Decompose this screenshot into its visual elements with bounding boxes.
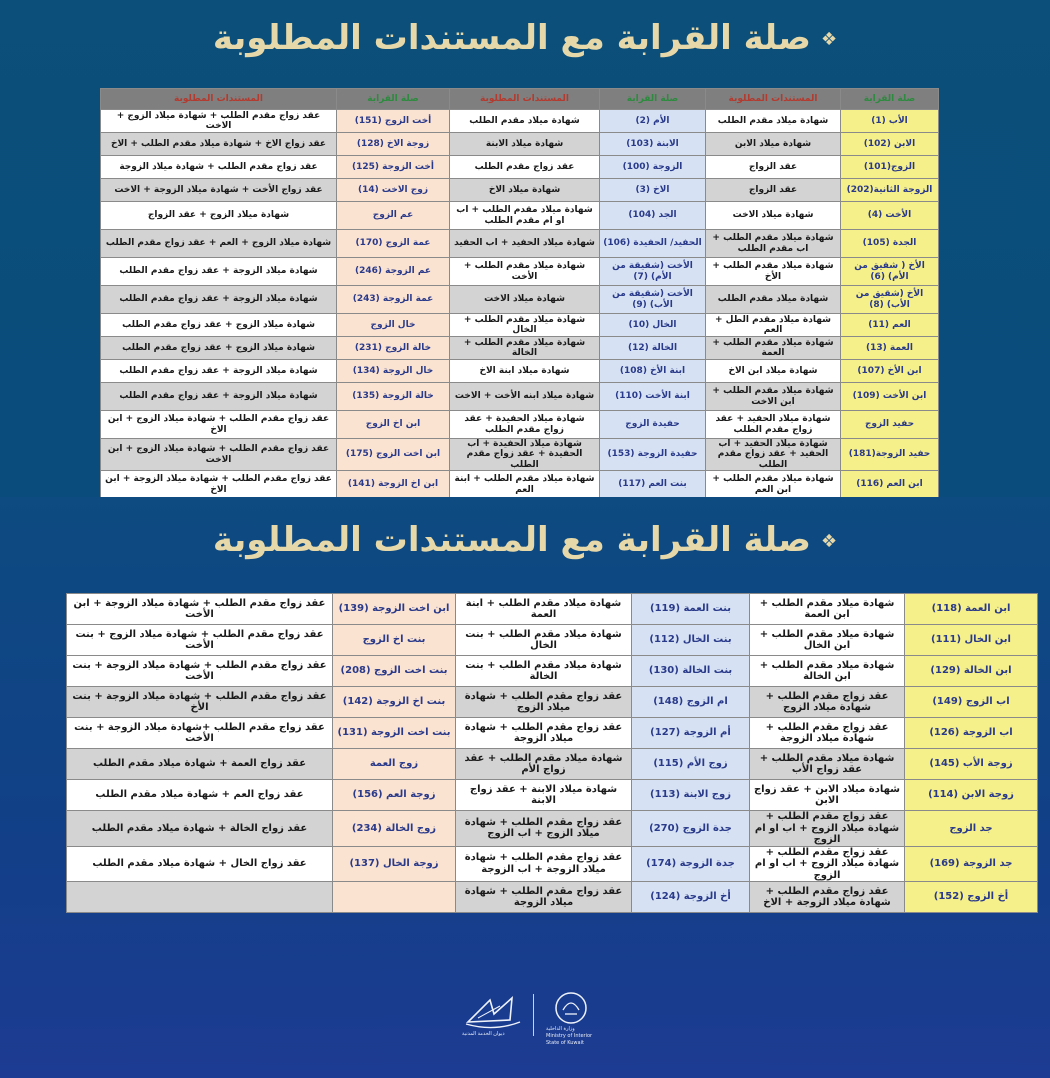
- relation-cell: العم (11): [841, 314, 939, 337]
- documents-cell: [67, 882, 333, 913]
- documents-cell: شهادة ميلاد الاخت: [450, 286, 600, 314]
- documents-cell: شهادة ميلاد مقدم الطلب + بنت الخالة: [456, 656, 632, 687]
- documents-cell: شهادة ميلاد الابن + عقد زواج الابن: [750, 780, 905, 811]
- relationship-table-bottom: [66, 593, 1038, 913]
- documents-cell: شهادة ميلاد مقدم الطلب + ابن الاخت: [706, 383, 841, 411]
- header-documents: المستندات المطلوبة: [450, 89, 600, 110]
- documents-cell: عقد زواج العمة + شهادة ميلاد مقدم الطلب: [67, 749, 333, 780]
- table-row: [67, 749, 1038, 780]
- civil-service-logo-icon: [460, 992, 530, 1036]
- table-row: [101, 230, 939, 258]
- relation-cell: الابنة (103): [600, 133, 706, 156]
- table-row: [67, 625, 1038, 656]
- header-documents: المستندات المطلوبة: [706, 89, 841, 110]
- documents-cell: شهادة ميلاد الزوج + عقد زواج مقدم الطلب: [101, 337, 337, 360]
- relation-cell: الجد (104): [600, 202, 706, 230]
- relation-cell: الأب (1): [841, 110, 939, 133]
- relation-cell: زوج الخالة (234): [333, 811, 456, 847]
- documents-cell: شهادة ميلاد ابنة الاخ: [450, 360, 600, 383]
- documents-cell: عقد زواج مقدم الطلب + شهادة ميلاد الزوجة + الاخ: [750, 882, 905, 913]
- relation-cell: خال الزوجة (134): [337, 360, 450, 383]
- relation-cell: اب الزوجة (126): [905, 718, 1038, 749]
- documents-cell: عقد زواج مقدم الطلب + شهادة ميلاد الزوجة: [750, 718, 905, 749]
- relation-cell: بنت العم (117): [600, 471, 706, 499]
- documents-cell: شهادة ميلاد مقدم الطلب + عقد زواج الأب: [750, 749, 905, 780]
- documents-cell: عقد زواج مقدم الطلب + شهادة ميلاد الزوج + بنت الأخت: [67, 625, 333, 656]
- documents-cell: شهادة ميلاد مقدم الطل + العم: [706, 314, 841, 337]
- table-row: [67, 656, 1038, 687]
- table-row: [67, 846, 1038, 882]
- relation-cell: الأخت (شقيقة من الأب) (9): [600, 286, 706, 314]
- documents-cell: شهادة ميلاد مقدم الطلب + الأخ: [706, 258, 841, 286]
- documents-cell: عقد زواج مقدم الطلب + شهادة ميلاد الزوج + اب الزوج: [456, 811, 632, 847]
- relation-cell: عم الزوجة (246): [337, 258, 450, 286]
- relation-cell: ابن الخالة (129): [905, 656, 1038, 687]
- documents-cell: شهادة ميلاد الحفيد + اب الحفيد: [450, 230, 600, 258]
- header-relation: صلة القرابة: [337, 89, 450, 110]
- relation-cell: الخال (10): [600, 314, 706, 337]
- relation-cell: الزوج(101): [841, 156, 939, 179]
- relation-cell: ابن اخ الزوجة (141): [337, 471, 450, 499]
- relation-cell: الأخ ( شقيق من الأم) (6): [841, 258, 939, 286]
- table-row: [101, 314, 939, 337]
- documents-cell: عقد زواج مقدم الطلب + شهادة ميلاد الزوجة + بنت الأخ: [67, 687, 333, 718]
- relation-cell: بنت الخالة (130): [632, 656, 750, 687]
- table-row: [101, 471, 939, 499]
- documents-cell: عقد زواج مقدم الطلب + شهادة ميلاد الزوج: [750, 687, 905, 718]
- logo-divider: [533, 994, 534, 1036]
- table-row: [101, 179, 939, 202]
- relation-cell: ابن اخت الزوجة (139): [333, 594, 456, 625]
- relation-cell: بنت العمة (119): [632, 594, 750, 625]
- documents-cell: شهادة ميلاد الابنة: [450, 133, 600, 156]
- documents-cell: عقد زواج مقدم الطلب + شهادة ميلاد الزوج + ابن الاخت: [101, 439, 337, 471]
- relation-cell: أخت الزوجة (125): [337, 156, 450, 179]
- relation-cell: الأخت (4): [841, 202, 939, 230]
- table-row: [67, 718, 1038, 749]
- documents-cell: شهادة ميلاد الحفيد + عقد زواج مقدم الطلب: [706, 411, 841, 439]
- relation-cell: حفيدة الزوجة (153): [600, 439, 706, 471]
- documents-cell: شهادة ميلاد الابنة + عقد زواج الابنة: [456, 780, 632, 811]
- relation-cell: ابن اخ الزوج: [337, 411, 450, 439]
- documents-cell: عقد زواج الخال + شهادة ميلاد مقدم الطلب: [67, 846, 333, 882]
- page-title: [0, 520, 1050, 560]
- footer-logos: [460, 988, 600, 1048]
- relation-cell: ابن اخت الزوج (175): [337, 439, 450, 471]
- documents-cell: شهادة ميلاد الزوجة + عقد زواج مقدم الطلب: [101, 258, 337, 286]
- relation-cell: جدة الزوجة (174): [632, 846, 750, 882]
- ministry-name-ar: وزارة الداخلية: [546, 1026, 575, 1032]
- relation-cell: ابنة الأخت (110): [600, 383, 706, 411]
- relation-cell: زوجة الخال (137): [333, 846, 456, 882]
- documents-cell: شهادة ميلاد مقدم الطلب + ابن الخالة: [750, 656, 905, 687]
- documents-cell: شهادة ميلاد ابن الاخ: [706, 360, 841, 383]
- table-row: [101, 337, 939, 360]
- documents-cell: شهادة ميلاد الاخ: [450, 179, 600, 202]
- relation-cell: حفيد الزوج: [841, 411, 939, 439]
- ministry-state: State of Kuwait: [546, 1040, 584, 1046]
- table-row: [67, 882, 1038, 913]
- relation-cell: الأم (2): [600, 110, 706, 133]
- documents-cell: عقد زواج الخالة + شهادة ميلاد مقدم الطلب: [67, 811, 333, 847]
- relation-cell: الأخ (شقيق من الأب) (8): [841, 286, 939, 314]
- documents-cell: عقد زواج مقدم الطلب + شهادة ميلاد الزوجة: [456, 882, 632, 913]
- documents-cell: عقد الزواج: [706, 179, 841, 202]
- relation-cell: أخ الزوجة (124): [632, 882, 750, 913]
- table-row: [101, 439, 939, 471]
- documents-cell: شهادة ميلاد مقدم الطلب: [706, 286, 841, 314]
- documents-cell: عقد زواج مقدم الطلب + شهادة ميلاد الزوجة + بنت الأخت: [67, 656, 333, 687]
- relation-cell: زوج العمة: [333, 749, 456, 780]
- table-row: [67, 687, 1038, 718]
- relation-cell: حفيدة الزوج: [600, 411, 706, 439]
- relation-cell: أخت الزوج (151): [337, 110, 450, 133]
- header-relation: صلة القرابة: [841, 89, 939, 110]
- relation-cell: زوج الاخت (14): [337, 179, 450, 202]
- documents-cell: شهادة ميلاد الحفيد + اب الحفيد + عقد زواج مقدم الطلب: [706, 439, 841, 471]
- relation-cell: جد الزوج: [905, 811, 1038, 847]
- ornament-icon: ❖: [820, 531, 838, 552]
- relation-cell: عم الزوج: [337, 202, 450, 230]
- relation-cell: الابن (102): [841, 133, 939, 156]
- documents-cell: شهادة ميلاد الزوجة + عقد زواج مقدم الطلب: [101, 383, 337, 411]
- documents-cell: شهادة ميلاد الزوج + العم + عقد زواج مقدم الطلب: [101, 230, 337, 258]
- relation-cell: أخ الزوج (152): [905, 882, 1038, 913]
- documents-cell: شهادة ميلاد الزوجة + عقد زواج مقدم الطلب: [101, 360, 337, 383]
- ministry-name-en: Ministry of Interior: [546, 1033, 593, 1039]
- documents-cell: شهادة ميلاد مقدم الطلب: [450, 110, 600, 133]
- relation-cell: العمة (13): [841, 337, 939, 360]
- table-row: [101, 110, 939, 133]
- relation-cell: الاخ (3): [600, 179, 706, 202]
- table-row: [101, 258, 939, 286]
- table-row: [101, 286, 939, 314]
- relation-cell: زوجة الابن (114): [905, 780, 1038, 811]
- documents-cell: عقد زواج الاخ + شهادة ميلاد مقدم الطلب + الاخ: [101, 133, 337, 156]
- documents-cell: عقد زواج مقدم الطلب + شهادة ميلاد الزوج: [456, 687, 632, 718]
- relation-cell: بنت الخال (112): [632, 625, 750, 656]
- documents-cell: شهادة ميلاد مقدم الطلب + الخال: [450, 314, 600, 337]
- documents-cell: عقد زواج مقدم الطلب + شهادة ميلاد الزوجة + اب الزوجة: [456, 846, 632, 882]
- civil-service-logo-text: ديوان الخدمة المدنية: [462, 1031, 505, 1037]
- documents-cell: شهادة ميلاد مقدم الطلب + ابن العم: [706, 471, 841, 499]
- relation-cell: عمة الزوجة (243): [337, 286, 450, 314]
- relation-cell: زوج الابنة (113): [632, 780, 750, 811]
- documents-cell: عقد زواج مقدم الطلب + شهادة ميلاد الزوجة + ابن الاخ: [101, 471, 337, 499]
- documents-cell: عقد الزواج: [706, 156, 841, 179]
- documents-cell: شهادة ميلاد مقدم الطلب + ابن العمة: [750, 594, 905, 625]
- documents-cell: شهادة ميلاد مقدم الطلب + ابنة العمة: [456, 594, 632, 625]
- relation-cell: بنت اخ الزوج: [333, 625, 456, 656]
- documents-cell: عقد زواج مقدم الطلب + شهادة ميلاد الزوج + الاخت: [101, 110, 337, 133]
- relation-cell: ابن العم (116): [841, 471, 939, 499]
- documents-cell: شهادة ميلاد مقدم الطلب: [706, 110, 841, 133]
- relation-cell: الحفيد/ الحفيدة (106): [600, 230, 706, 258]
- documents-cell: عقد زواج مقدم الطلب + شهادة ميلاد الزوج + اب او ام الزوج: [750, 846, 905, 882]
- documents-cell: عقد زواج مقدم الطلب + شهادة ميلاد الزوجة: [101, 156, 337, 179]
- documents-cell: عقد زواج العم + شهادة ميلاد مقدم الطلب: [67, 780, 333, 811]
- relation-cell: ابن الأخت (109): [841, 383, 939, 411]
- table-row: [101, 133, 939, 156]
- table-row: [67, 811, 1038, 847]
- relation-cell: زوج الأم (115): [632, 749, 750, 780]
- table-header-row: [101, 89, 939, 110]
- documents-cell: عقد زواج مقدم الطلب + شهادة ميلاد الزوجة + ابن الأخت: [67, 594, 333, 625]
- documents-cell: شهادة ميلاد مقدم الطلب + عقد زواج الأم: [456, 749, 632, 780]
- top-panel: [0, 0, 1050, 495]
- documents-cell: شهادة ميلاد الزوج + عقد زواج مقدم الطلب: [101, 314, 337, 337]
- documents-cell: عقد زواج مقدم الطلب + شهادة ميلاد الزوج + اب او ام الزوج: [750, 811, 905, 847]
- relation-cell: حفيد الزوجة(181): [841, 439, 939, 471]
- relation-cell: جدة الزوج (270): [632, 811, 750, 847]
- table-row: [67, 780, 1038, 811]
- relationship-table-top: [100, 88, 939, 499]
- documents-cell: شهادة ميلاد الحفيدة + اب الحفيدة + عقد زواج مقدم الطلب: [450, 439, 600, 471]
- documents-cell: شهادة ميلاد مقدم الطلب + اب مقدم الطلب: [706, 230, 841, 258]
- documents-cell: شهادة ميلاد الابن: [706, 133, 841, 156]
- table-row: [67, 594, 1038, 625]
- relation-cell: زوجة الأب (145): [905, 749, 1038, 780]
- relation-cell: اب الزوج (149): [905, 687, 1038, 718]
- documents-cell: عقد زواج مقدم الطلب: [450, 156, 600, 179]
- ornament-icon: ❖: [820, 29, 838, 50]
- table-row: [101, 383, 939, 411]
- documents-cell: شهادة ميلاد الاخت: [706, 202, 841, 230]
- documents-cell: شهادة ميلاد مقدم الطلب + بنت الخال: [456, 625, 632, 656]
- documents-cell: شهادة ميلاد الزوج + عقد الزواج: [101, 202, 337, 230]
- table-row: [101, 202, 939, 230]
- relation-cell: عمة الزوج (170): [337, 230, 450, 258]
- relation-cell: أم الزوجة (127): [632, 718, 750, 749]
- documents-cell: عقد زواج الأخت + شهادة ميلاد الزوجة + الاخت: [101, 179, 337, 202]
- relation-cell: ابن الخال (111): [905, 625, 1038, 656]
- relation-cell: ام الزوج (148): [632, 687, 750, 718]
- documents-cell: شهادة ميلاد الحفيدة + عقد زواج مقدم الطلب: [450, 411, 600, 439]
- relation-cell: زوجة الاخ (128): [337, 133, 450, 156]
- page-title: [0, 18, 1050, 58]
- documents-cell: عقد زواج مقدم الطلب + شهادة ميلاد الزوج + ابن الاخ: [101, 411, 337, 439]
- relation-cell: [333, 882, 456, 913]
- relation-cell: الأخت (شقيقة من الأم) (7): [600, 258, 706, 286]
- relation-cell: الجدة (105): [841, 230, 939, 258]
- relation-cell: ابن الأخ (107): [841, 360, 939, 383]
- relation-cell: بنت اخ الزوجة (142): [333, 687, 456, 718]
- documents-cell: شهادة ميلاد مقدم الطلب + ابن الخال: [750, 625, 905, 656]
- documents-cell: شهادة ميلاد الزوجة + عقد زواج مقدم الطلب: [101, 286, 337, 314]
- documents-cell: شهادة ميلاد مقدم الطلب + الأخت: [450, 258, 600, 286]
- title-text: صلة القرابة مع المستندات المطلوبة: [212, 520, 811, 560]
- relation-cell: خالة الزوجة (135): [337, 383, 450, 411]
- relation-cell: الزوجة (100): [600, 156, 706, 179]
- relation-cell: بنت اخت الزوج (208): [333, 656, 456, 687]
- relation-cell: خال الزوج: [337, 314, 450, 337]
- documents-cell: شهادة ميلاد مقدم الطلب + ابنة العم: [450, 471, 600, 499]
- documents-cell: شهادة ميلاد مقدم الطلب + العمة: [706, 337, 841, 360]
- relation-cell: جد الزوجة (169): [905, 846, 1038, 882]
- relation-cell: ابنة الأخ (108): [600, 360, 706, 383]
- relation-cell: زوجة العم (156): [333, 780, 456, 811]
- documents-cell: شهادة ميلاد ابنه الأخت + الاخت: [450, 383, 600, 411]
- relation-cell: خالة الزوج (231): [337, 337, 450, 360]
- title-text: صلة القرابة مع المستندات المطلوبة: [212, 18, 811, 58]
- table-row: [101, 411, 939, 439]
- relation-cell: ابن العمة (118): [905, 594, 1038, 625]
- relation-cell: الزوجة الثانية(202): [841, 179, 939, 202]
- table-row: [101, 360, 939, 383]
- documents-cell: عقد زواج مقدم الطلب + شهادة ميلاد الزوجة: [456, 718, 632, 749]
- relation-cell: الخالة (12): [600, 337, 706, 360]
- ministry-emblem-icon: [553, 990, 589, 1026]
- relation-cell: بنت اخت الزوجة (131): [333, 718, 456, 749]
- header-relation: صلة القرابة: [600, 89, 706, 110]
- documents-cell: شهادة ميلاد مقدم الطلب + اب او ام مقدم الطلب: [450, 202, 600, 230]
- documents-cell: عقد زواج مقدم الطلب +شهادة ميلاد الزوجة + بنت الأخت: [67, 718, 333, 749]
- table-row: [101, 156, 939, 179]
- documents-cell: شهادة ميلاد مقدم الطلب + الخالة: [450, 337, 600, 360]
- header-documents: المستندات المطلوبة: [101, 89, 337, 110]
